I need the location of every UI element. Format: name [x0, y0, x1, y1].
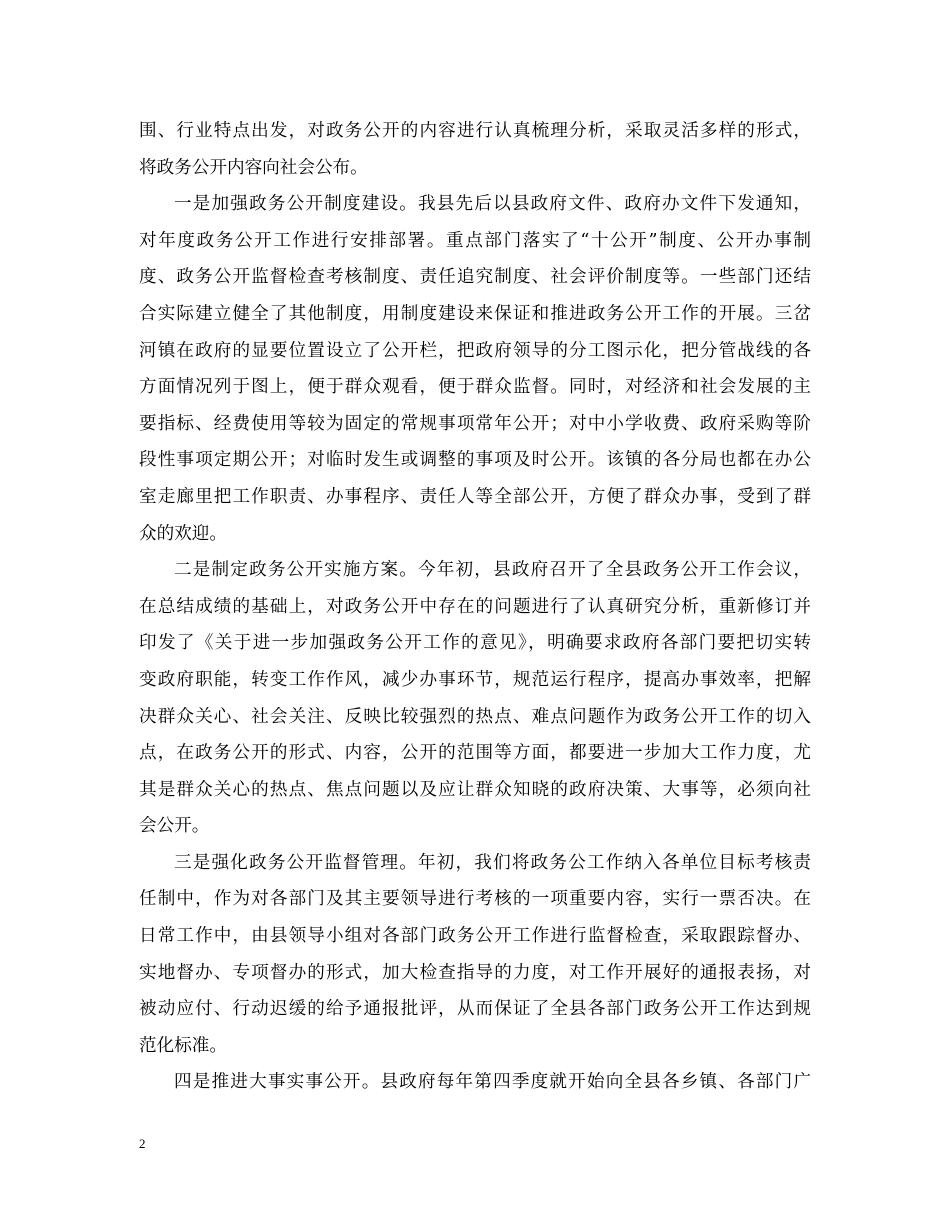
text-line: 合实际建立健全了其他制度，用制度建设来保证和推进政务公开工作的开展。三岔 [139, 303, 811, 324]
text-line: 会公开。 [139, 816, 210, 837]
text-line: 点，在政务公开的形式、内容，公开的范围等方面，都要进一步加大工作力度，尤 [139, 743, 811, 764]
text-line: 段性事项定期公开；对临时发生或调整的事项及时公开。该镇的各分局也都在办公 [139, 450, 811, 471]
text-line: 其是群众关心的热点、焦点问题以及应让群众知晓的政府决策、大事等，必须向社 [139, 779, 811, 800]
paragraph [139, 1064, 811, 1101]
text-line: 河镇在政府的显要位置设立了公开栏，把政府领导的分工图示化，把分管战线的各 [139, 340, 811, 361]
text-line: 三是强化政务公开监督管理。年初，我们将政务公工作纳入各单位目标考核责 [174, 852, 811, 873]
text-line: 方面情况列于图上，便于群众观看，便于群众监督。同时，对经济和社会发展的主 [139, 377, 811, 398]
text-line: 决群众关心、社会关注、反映比较强烈的热点、难点问题作为政务公开工作的切入 [139, 706, 811, 727]
text-line: 度、政务公开监督检查考核制度、责任追究制度、社会评价制度等。一些部门还结 [139, 267, 811, 288]
body-text [139, 113, 811, 1101]
text-line: 对年度政务公开工作进行安排部署。重点部门落实了“十公开”制度、公开办事制 [139, 230, 811, 251]
text-line: 实地督办、专项督办的形式，加大检查指导的力度，对工作开展好的通报表扬，对 [139, 962, 811, 983]
text-line: 众的欢迎。 [139, 523, 227, 544]
text-line: 任制中，作为对各部门及其主要领导进行考核的一项重要内容，实行一票否决。在 [139, 889, 811, 910]
text-line: 四是推进大事实事公开。县政府每年第四季度就开始向全县各乡镇、各部门广 [174, 1072, 811, 1093]
text-line: 变政府职能，转变工作作风，减少办事环节，规范运行程序，提高办事效率，把解 [139, 669, 811, 690]
paragraph [139, 186, 811, 552]
text-line: 围、行业特点出发，对政务公开的内容进行认真梳理分析，采取灵活多样的形式， [139, 121, 811, 141]
text-line: 日常工作中，由县领导小组对各部门政务公开工作进行监督检查，采取跟踪督办、 [139, 926, 811, 947]
text-line: 二是制定政务公开实施方案。今年初，县政府召开了全县政务公开工作会议， [174, 560, 811, 581]
text-line: 印发了《关于进一步加强政务公开工作的意见》，明确要求政府各部门要把切实转 [139, 633, 811, 654]
text-line: 一是加强政务公开制度建设。我县先后以县政府文件、政府办文件下发通知， [174, 194, 811, 215]
text-line: 范化标准。 [139, 1035, 227, 1056]
text-line: 将政务公开内容向社会公布。 [139, 157, 368, 178]
text-line: 要指标、经费使用等较为固定的常规事项常年公开；对中小学收费、政府采购等阶 [139, 413, 811, 434]
text-line: 室走廊里把工作职责、办事程序、责任人等全部公开，方便了群众办事，受到了群 [139, 486, 811, 507]
paragraph [139, 845, 811, 1065]
page-number: 2 [139, 1136, 146, 1151]
paragraph [139, 552, 811, 845]
text-line: 在总结成绩的基础上，对政务公开中存在的问题进行了认真研究分析，重新修订并 [139, 596, 811, 617]
paragraph [139, 113, 811, 186]
text-line: 被动应付、行动迟缓的给予通报批评，从而保证了全县各部门政务公开工作达到规 [139, 999, 811, 1020]
